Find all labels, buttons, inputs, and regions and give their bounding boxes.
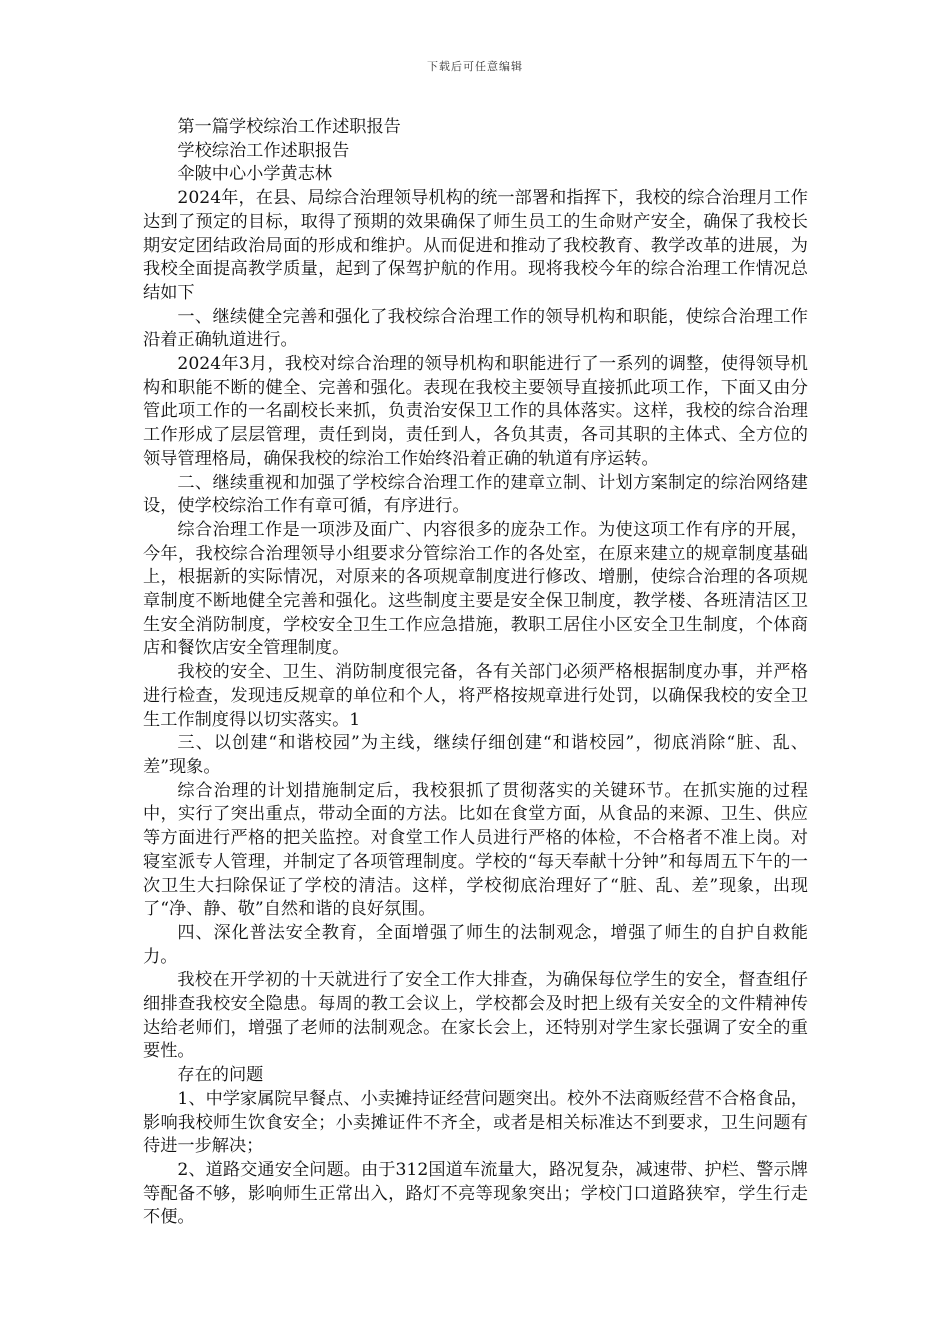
paragraph: 我校在开学初的十天就进行了安全工作大排查，为确保每位学生的安全，督查组仔细排查我校安全隐患。每周的教工会议上，学校都会及时把上级有关安全的文件精神传达给老师们，增强了老师的法制观念。在家长会上，还特别对学生家长强调了安全的重要性。 <box>143 970 808 1062</box>
report-subtitle: 学校综治工作述职报告 <box>177 140 350 161</box>
author-line: 伞陂中心小学黄志林 <box>177 164 333 185</box>
paragraph: 综合治理的计划措施制定后，我校狠抓了贯彻落实的关键环节。在抓实施的过程中，实行了突出重点，带动全面的方法。比如在食堂方面，从食品的来源、卫生、供应等方面进行严格的把关监控。对食堂工作人员进行严格的体检，不合格者不准上岗。对寝室派专人管理，并制定了各项管理制度。学校的“每天奉献十分钟”和每周五下午的一次卫生大扫除保证了学校的清洁。这样，学校彻底治理好了“脏、乱、差”现象，出现了“净、静、敬”自然和谐的良好氛围。 <box>143 780 808 920</box>
paragraph: 2024年，在县、局综合治理领导机构的统一部署和指挥下，我校的综合治理月工作达到了预定的目标，取得了预期的效果确保了师生员工的生命财产安全，确保了我校长期安定团结政治局面的形成和维护。从而促进和推动了我校教育、教学改革的进展，为我校全面提高教学质量，起到了保驾护航的作用。现将我校今年的综合治理工作情况总结如下 <box>143 188 808 303</box>
section-heading: 二、继续重视和加强了学校综合治理工作的建章立制、计划方案制定的综治网络建设，使学校综治工作有章可循，有序进行。 <box>143 472 808 517</box>
list-item: 1、中学家属院早餐点、小卖摊持证经营问题突出。校外不法商贩经营不合格食品，影响我校师生饮食安全；小卖摊证件不齐全，或者是相关标准达不到要求，卫生问题有待进一步解决； <box>143 1088 808 1157</box>
section-heading: 存在的问题 <box>177 1065 264 1086</box>
document-body <box>143 116 808 1230</box>
document-title: 第一篇学校综治工作述职报告 <box>177 117 401 137</box>
section-heading: 一、继续健全完善和强化了我校综合治理工作的领导机构和职能，使综合治理工作沿着正确轨道进行。 <box>143 306 808 351</box>
section-heading: 四、深化普法安全教育，全面增强了师生的法制观念，增强了师生的自护自救能力。 <box>143 922 808 967</box>
paragraph: 2024年3月，我校对综合治理的领导机构和职能进行了一系列的调整，使得领导机构和职能不断的健全、完善和强化。表现在我校主要领导直接抓此项工作，下面又由分管此项工作的一名副校长来抓，负责治安保卫工作的具体落实。这样，我校的综合治理工作形成了层层管理，责任到岗，责任到人，各负其责，各司其职的主体式、全方位的领导管理格局，确保我校的综治工作始终沿着正确的轨道有序运转。 <box>143 354 808 469</box>
paragraph: 我校的安全、卫生、消防制度很完备，各有关部门必须严格根据制度办事，并严格进行检查，发现违反规章的单位和个人，将严格按规章进行处罚，以确保我校的安全卫生工作制度得以切实落实。1 <box>143 662 808 730</box>
page-header: 下载后可任意编辑 <box>427 60 523 73</box>
list-item: 2、道路交通安全问题。由于312国道车流量大，路况复杂，减速带、护栏、警示牌等配备不够，影响师生正常出入，路灯不亮等现象突出；学校门口道路狭窄，学生行走不便。 <box>143 1159 808 1228</box>
section-heading: 三、以创建“和谐校园”为主线，继续仔细创建“和谐校园”，彻底消除“脏、乱、差”现象。 <box>143 733 808 777</box>
paragraph: 综合治理工作是一项涉及面广、内容很多的庞杂工作。为使这项工作有序的开展，今年，我校综合治理领导小组要求分管综治工作的各处室，在原来建立的规章制度基础上，根据新的实际情况，对原来的各项规章制度进行修改、增删，使综合治理的各项规章制度不断地健全完善和强化。这些制度主要是安全保卫制度，教学楼、各班清洁区卫生安全消防制度，学校安全卫生工作应急措施，教职工居住小区安全卫生制度，个体商店和餐饮店安全管理制度。 <box>143 519 808 659</box>
